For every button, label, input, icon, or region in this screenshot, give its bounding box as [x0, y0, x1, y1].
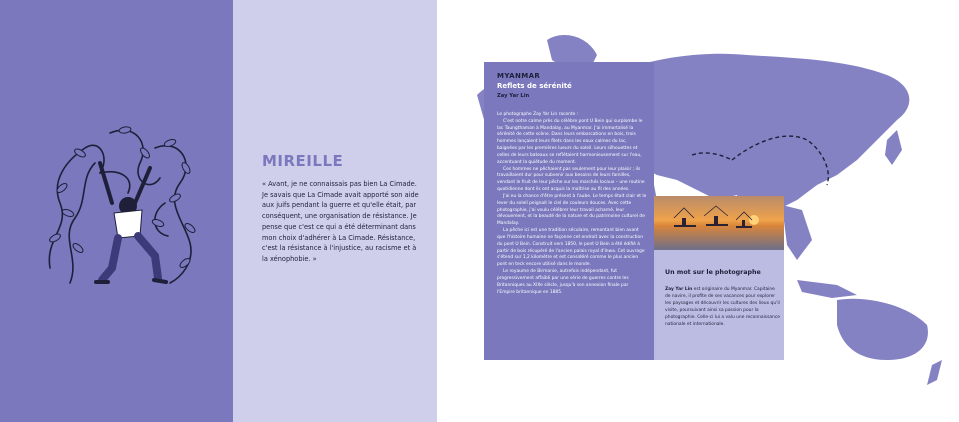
left-panel: [0, 0, 233, 422]
photographer-name: Zay Yar Lin: [665, 287, 693, 292]
about-photographer-title: Un mot sur le photographe: [665, 269, 761, 276]
article-paragraph: Ces hommes ne pêchaient pas seulement pour leur plaisir ; ils travaillaient dur pour subvenir aux besoins de leurs familles, vendant le fruit de leur pêche sur les marchés locaux – une routine quotidienne dont ils ont acquis la maîtrise au fil des années.: [497, 166, 645, 193]
about-photographer-box: [654, 250, 784, 360]
article-paragraph: C'est notre calme près du célèbre pont U Bein qui surplombe le lac Taungthaman à Mandalay, au Myanmar. J'ai immortalisé la sérénité de cette scène. Dans leurs embarcations en bois, trois hommes lançaient leurs filets dans les eaux calmes du lac, baignées par les premières lueurs du soleil. Leurs silhouettes et celles de leurs bateaux se reflétaient harmonieusement sur l'eau, accentuant la quiétude du moment.: [497, 118, 643, 165]
article-body: [497, 112, 647, 296]
testimony-name: MIREILLE: [262, 152, 344, 170]
article-paragraph: Le photographe Zay Yar Lin raconte :: [497, 112, 579, 117]
article-country: MYANMAR: [497, 72, 541, 80]
fishermen-sunrise-photo: [654, 196, 784, 250]
about-photographer-text: [665, 286, 780, 328]
article-paragraph: La pêche ici est une tradition séculaire, remontant bien avant que l'histoire humaine ne façonne cet endroit avec la construction du pont U Bein. Construit vers 1850, le pont U Bein a été édifié à partir de bois récupéré de l'ancien palais royal d'Inwa. Cet ouvrage s'étend sur 1,2 kilomètre et est considéré comme le plus ancien pont en teck encore utilisé dans le monde.: [497, 228, 645, 268]
article-paragraph: J'ai eu la chance d'être présent à l'aube. Le temps était clair et le lever du soleil peignait le ciel de couleurs douces. Avec cette photographie, j'ai voulu célébrer leur travail acharné, leur dévouement, et la beauté de la nature et du patrimoine culturel de Mandalay.: [497, 193, 647, 227]
article-author: Zay Yar Lin: [497, 93, 530, 99]
article-title: Reflets de sérénité: [497, 82, 572, 90]
article-paragraph: Le royaume de Birmanie, autrefois indépendant, fut progressivement affaibli par une série de guerres contre les Britanniques au XIXe siècle, jusqu'à son annexion finale par l'Empire britannique en 1885.: [497, 269, 629, 295]
photographer-bio: est originaire du Myanmar. Capitaine de navire, il profite de ses vacances pour explorer les paysages et découvrir les cultures des lieux qu'il visite, poursuivant ainsi sa passion pour la photographie. Celle-ci lui a valu une reconnaissance nationale et internationale.: [665, 287, 780, 328]
article-box: [484, 62, 654, 360]
woman-pushing-vines-illustration: [40, 118, 200, 288]
testimony-quote: « Avant, je ne connaissais pas bien La Cimade. Je savais que La Cimade avait apporté son aide aux juifs pendant la guerre et qu'elle était, par conséquent, une organisation de résistance. Je pense que c'est ce qui a été déterminant dans mon choix d'adhérer à La Cimade. Résistance, c'est la résistance à l'injustice, au racisme et à la xénophobie. »: [262, 180, 419, 264]
